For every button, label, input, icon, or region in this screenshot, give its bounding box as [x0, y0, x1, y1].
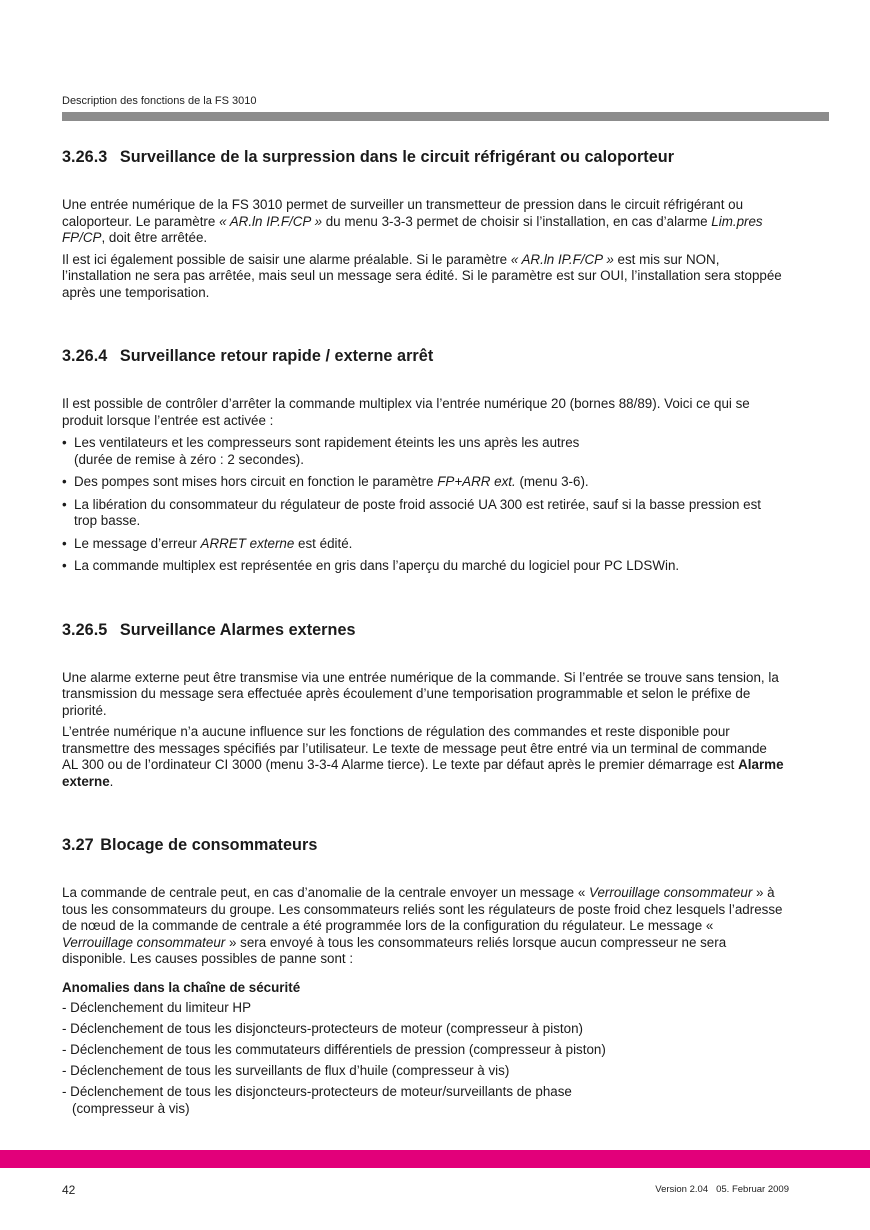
list-item: [62, 474, 784, 491]
message-name: Verrouillage consommateur: [589, 885, 753, 900]
alarm-name: Lim.pres FP/CP: [62, 213, 763, 245]
paragraph: [62, 724, 784, 790]
list-item: • La libération du consommateur du régulateur de poste froid associé UA 300 est retirée, sauf si la basse pression est trop basse.: [62, 497, 784, 530]
version-label: Version 2.04: [655, 1184, 709, 1195]
list-item: [62, 536, 784, 553]
section-title: Surveillance retour rapide / externe arrêt: [119, 347, 434, 365]
list-item: [62, 435, 784, 468]
text-run: .: [109, 773, 114, 789]
section-heading: [62, 835, 784, 855]
text-run: Il est ici également possible de saisir une alarme préalable. Si le paramètre: [62, 251, 511, 267]
text-run: Une entrée numérique de la FS 3010 permet de surveiller un transmetteur de pression dans le circuit réfrigérant ou caloporteur. Le paramètre: [62, 197, 744, 229]
text-run: , doit être arrêtée.: [101, 230, 208, 245]
list-item: - Déclenchement de tous les disjoncteurs-protecteurs de moteur (compresseur à piston): [62, 1021, 583, 1036]
bullet-list: [62, 435, 784, 575]
section-3-26-3: [62, 147, 784, 301]
paragraph: Il est possible de contrôler d’arrêter la commande multiplex via l’entrée numérique 20 (bornes 88/89). Voici ce qui se produit lorsque l’entrée est activée :: [62, 396, 750, 428]
text-run: (durée de remise à zéro : 2 secondes).: [74, 451, 304, 467]
section-heading: [62, 147, 784, 167]
section-3-26-4: [62, 346, 784, 575]
text-run: » sera envoyé à tous les consommateurs reliés lorsque aucun compresseur ne sera disponible. Les causes possibles de panne sont :: [62, 934, 727, 966]
version-info: [655, 1184, 789, 1195]
dash-list: [62, 1000, 784, 1117]
list-item: - Déclenchement de tous les commutateurs différentiels de pression (compresseur à piston): [62, 1042, 606, 1057]
default-alarm-text: Alarme externe: [62, 757, 784, 789]
text-run: est édité.: [294, 535, 353, 551]
section-heading: [62, 346, 784, 366]
text-run: (menu 3-6).: [515, 474, 589, 489]
section-number: 3.26.3: [62, 148, 108, 166]
error-message-name: ARRET externe: [200, 535, 295, 551]
section-number: 3.26.5: [62, 620, 108, 639]
text-run: est mis sur NON, l’installation ne sera pas arrêtée, mais seul un message sera édité. Si le paramètre est sur OUI, l’installation sera stoppée après une temporisation.: [62, 251, 782, 300]
text-run: Le message d’erreur: [74, 535, 201, 551]
section-number: 3.27: [62, 836, 94, 854]
text-run: Les ventilateurs et les compresseurs sont rapidement éteints les uns après les autres: [74, 435, 580, 450]
text-run: - Déclenchement de tous les disjoncteurs-protecteurs de moteur/surveillants de phase: [62, 1084, 572, 1099]
page-number: 42: [62, 1183, 76, 1197]
section-title: Surveillance de la surpression dans le circuit réfrigérant ou caloporteur: [119, 148, 675, 166]
paragraph: [62, 197, 784, 247]
running-header: Description des fonctions de la FS 3010: [62, 95, 257, 107]
text-run: L’entrée numérique n’a aucune influence sur les fonctions de régulation des commandes et reste disponible pour transmettre des messages spécifiés par l’utilisateur. Le texte de message peut être entré via un terminal de commande AL 300 ou de l’ordinateur CI 3000 (menu 3-3-4 Alarme tierce). Le texte par défaut après le premier démarrage est: [62, 724, 767, 772]
footer-accent-bar: [0, 1150, 870, 1168]
paragraph: [62, 252, 784, 302]
subheading: Anomalies dans la chaîne de sécurité: [62, 979, 301, 995]
paragraph: [62, 885, 784, 968]
text-run: du menu 3-3-3 permet de choisir si l’installation, en cas d’alarme: [322, 213, 712, 229]
list-item: - Déclenchement du limiteur HP: [62, 1000, 252, 1015]
version-date: 05. Februar 2009: [716, 1184, 789, 1195]
parameter-name: « AR.ln IP.F/CP »: [219, 213, 323, 229]
message-name: Verrouillage consommateur: [62, 934, 226, 950]
text-run: » à tous les consommateurs du groupe. Les consommateurs reliés sont les régulateurs de poste froid chez lesquels l’adresse de nœud de la commande de centrale a été programmée lors de la configuration du régulateur. Le message «: [62, 885, 783, 933]
section-3-26-5: [62, 620, 784, 791]
header-rule: [62, 112, 829, 121]
page-content: [62, 147, 784, 1157]
text-run: La commande de centrale peut, en cas d’anomalie de la centrale envoyer un message «: [62, 885, 590, 900]
list-item: - Déclenchement de tous les surveillants de flux d’huile (compresseur à vis): [62, 1063, 510, 1078]
section-number: 3.26.4: [62, 347, 108, 365]
text-run: Des pompes sont mises hors circuit en fonction le paramètre: [74, 474, 438, 489]
section-heading: [62, 620, 784, 640]
list-item: [62, 1084, 784, 1117]
list-item: • La commande multiplex est représentée en gris dans l’aperçu du marché du logiciel pour PC LDSWin.: [62, 558, 784, 575]
section-title: Blocage de consommateurs: [100, 836, 318, 854]
section-title: Surveillance Alarmes externes: [119, 620, 356, 639]
parameter-name: « AR.ln IP.F/CP »: [510, 251, 614, 267]
section-3-27: [62, 835, 784, 1117]
paragraph: Une alarme externe peut être transmise via une entrée numérique de la commande. Si l’entrée se trouve sans tension, la transmission du message sera effectuée après écoulement d’une temporisation programmable et selon le préfixe de priorité.: [62, 669, 779, 718]
parameter-name: FP+ARR ext.: [437, 474, 516, 489]
text-run: (compresseur à vis): [72, 1100, 190, 1116]
